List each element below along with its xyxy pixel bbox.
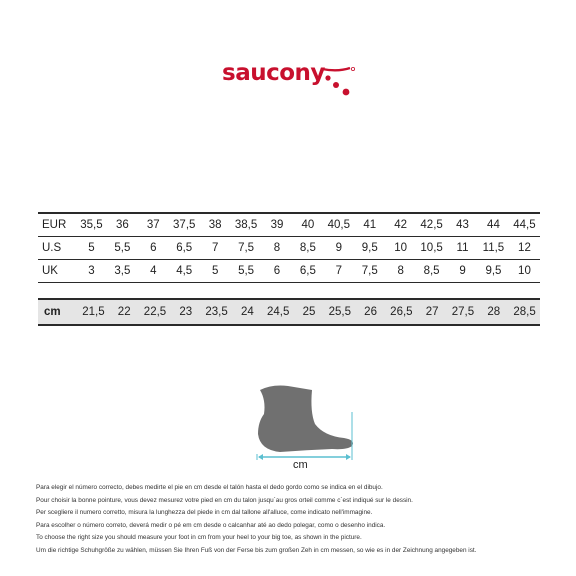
cm-cell: 22	[109, 299, 140, 325]
size-row-eur	[38, 213, 540, 237]
brand-name: saucony	[222, 60, 325, 86]
cm-cell: 28	[478, 299, 509, 325]
size-cell: 12	[509, 237, 540, 260]
size-cell: 5,5	[107, 237, 138, 260]
size-cell: 37,5	[169, 213, 200, 237]
size-cell: 10,5	[416, 237, 447, 260]
size-cell: 6	[138, 237, 169, 260]
size-row-uk	[38, 260, 540, 283]
size-cell: 4	[138, 260, 169, 283]
size-cell: 7	[323, 260, 354, 283]
size-cell: 5	[76, 237, 107, 260]
size-cell: 9,5	[354, 237, 385, 260]
size-cell: 44,5	[509, 213, 540, 237]
size-cell: 6,5	[169, 237, 200, 260]
size-cell: 8,5	[292, 237, 323, 260]
instruction-line: To choose the right size you should measure your foot in cm from your heel to your big toe, as shown in the picture.	[36, 534, 362, 542]
size-cell: 43	[447, 213, 478, 237]
foot-measure-label: cm	[293, 459, 308, 471]
measurement-instructions	[36, 482, 566, 558]
size-cell: 7,5	[231, 237, 262, 260]
size-cell: 8	[262, 237, 293, 260]
size-cell: 40,5	[323, 213, 354, 237]
saucony-logo	[222, 58, 362, 98]
size-cell: 4,5	[169, 260, 200, 283]
cm-cell: 25,5	[324, 299, 355, 325]
size-cell: 7,5	[354, 260, 385, 283]
size-cell: 11	[447, 237, 478, 260]
size-cell: 5	[200, 260, 231, 283]
size-cell: 39	[262, 213, 293, 237]
size-cell: 40	[292, 213, 323, 237]
cm-cell: 22,5	[140, 299, 171, 325]
size-cell: 10	[385, 237, 416, 260]
cm-cell: 23,5	[201, 299, 232, 325]
cm-cell: 25	[294, 299, 325, 325]
cm-cell: 28,5	[509, 299, 540, 325]
instruction-line: Para escolher o número correto, deverá medir o pé em cm desde o calcanhar até ao dedo polegar, como o desenho indica.	[36, 521, 386, 529]
size-cell: 35,5	[76, 213, 107, 237]
cm-cell: 23	[170, 299, 201, 325]
size-cell: 38	[200, 213, 231, 237]
size-cell: 6	[262, 260, 293, 283]
size-cell: 8	[385, 260, 416, 283]
size-cell: 41	[354, 213, 385, 237]
cm-size-table	[38, 298, 540, 326]
size-cell: 9	[447, 260, 478, 283]
size-cell: 42	[385, 213, 416, 237]
size-conversion-table	[38, 212, 540, 283]
size-cell: 38,5	[231, 213, 262, 237]
cm-row-label: cm	[38, 299, 78, 325]
size-cell: 6,5	[292, 260, 323, 283]
size-cell: 5,5	[231, 260, 262, 283]
cm-cell: 26	[355, 299, 386, 325]
size-cell: 10	[509, 260, 540, 283]
cm-cell: 27	[417, 299, 448, 325]
size-cell: 9,5	[478, 260, 509, 283]
size-cell: 36	[107, 213, 138, 237]
cm-cell: 24	[232, 299, 263, 325]
row-label: U.S	[38, 237, 76, 260]
size-cell: 11,5	[478, 237, 509, 260]
cm-cell: 27,5	[448, 299, 479, 325]
saucony-dots-icon	[320, 66, 356, 96]
instruction-line: Pour choisir la bonne pointure, vous devez mesurez votre pied en cm du talon jusqu`au gros orteil comme c`est indiqué sur le dessin.	[36, 496, 413, 504]
instruction-line: Um die richtige Schuhgröße zu wählen, müssen Sie Ihren Fuß von der Ferse bis zum großen Zeh in cm messen, so wie es in der Zeichnung angegeben ist.	[36, 546, 477, 554]
cm-cell: 26,5	[386, 299, 417, 325]
size-row-us	[38, 237, 540, 260]
cm-cell: 24,5	[263, 299, 294, 325]
size-cell: 3,5	[107, 260, 138, 283]
size-cell: 9	[323, 237, 354, 260]
size-cell: 7	[200, 237, 231, 260]
row-label: UK	[38, 260, 76, 283]
cm-cell: 21,5	[78, 299, 109, 325]
size-cell: 44	[478, 213, 509, 237]
size-cell: 8,5	[416, 260, 447, 283]
size-cell: 42,5	[416, 213, 447, 237]
size-cell: 3	[76, 260, 107, 283]
cm-row	[38, 299, 540, 325]
size-cell: 37	[138, 213, 169, 237]
instruction-line: Para elegir el número correcto, debes medirte el pie en cm desde el talón hasta el dedo gordo como se indica en el dibujo.	[36, 484, 383, 491]
row-label: EUR	[38, 213, 76, 237]
instruction-line: Per scegliere il numero corretto, misura la lunghezza del piede in cm dal tallone all'alluce, come indicato nell'immagine.	[36, 509, 373, 517]
